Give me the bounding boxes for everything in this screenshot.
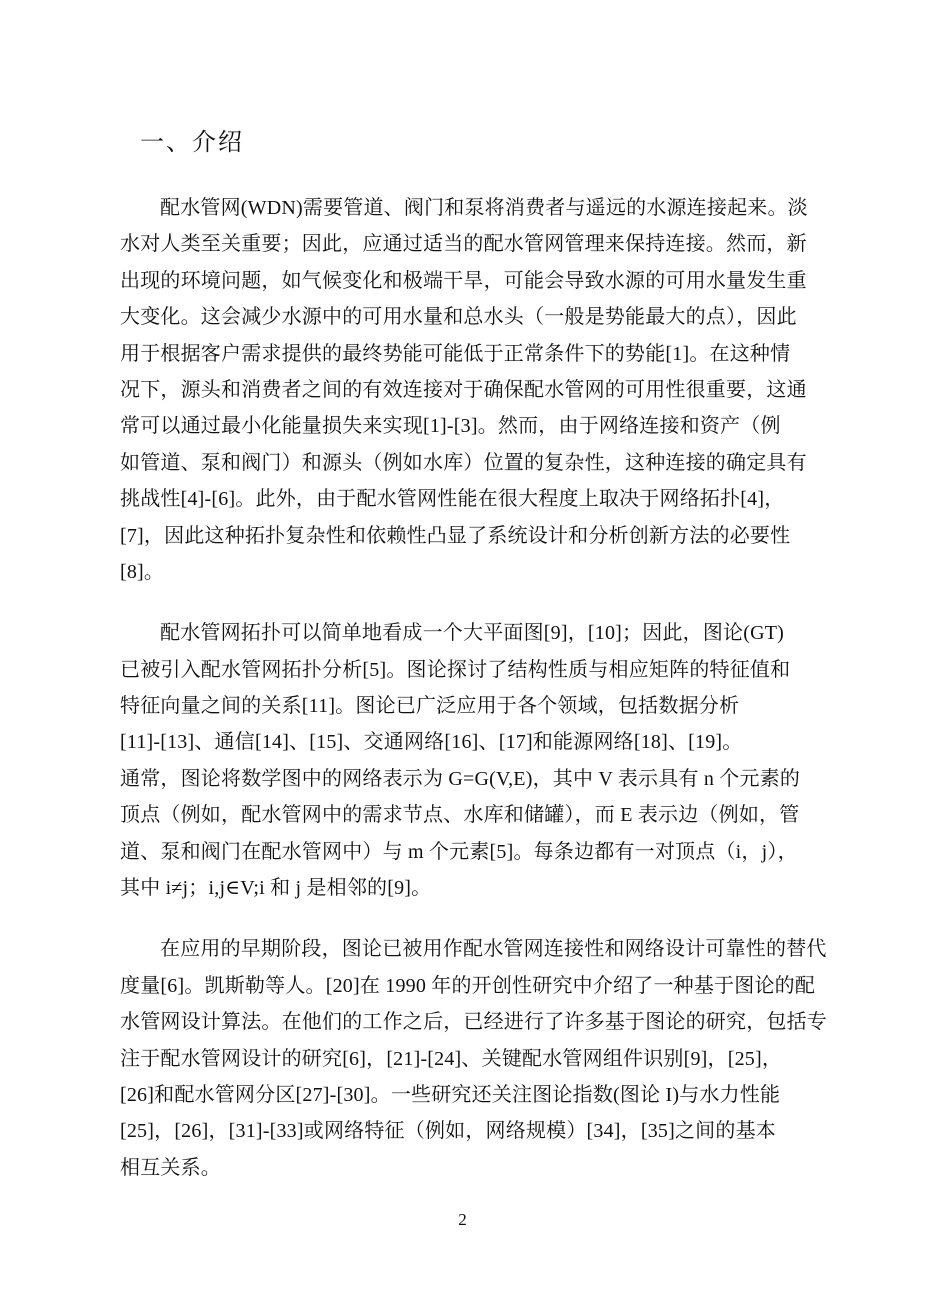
text-line: [26]和配水管网分区[27]-[30]。一些研究还关注图论指数(图论 I)与水力性能 — [120, 1083, 781, 1106]
text-line: 配水管网拓扑可以简单地看成一个大平面图[9]，[10]；因此，图论(GT) — [160, 622, 785, 645]
text-line: [8]。 — [120, 560, 165, 583]
paragraph — [120, 190, 816, 590]
paragraph — [120, 615, 816, 906]
text-line: 顶点（例如，配水管网中的需求节点、水库和储罐），而 E 表示边（例如，管 — [120, 804, 800, 827]
text-line: [7]，因此这种拓扑复杂性和依赖性凸显了系统设计和分析创新方法的必要性 — [120, 524, 791, 547]
text-line: 其中 i≠j；i,j∈V;i 和 j 是相邻的[9]。 — [120, 877, 432, 900]
text-line: 通常，图论将数学图中的网络表示为 G=G(V,E)，其中 V 表示具有 n 个元素的 — [120, 767, 801, 790]
document-body — [120, 190, 827, 1186]
text-line: 在应用的早期阶段，图论已被用作配水管网连接性和网络设计可靠性的替代 — [160, 938, 827, 961]
text-line: 水对人类至关重要；因此，应通过适当的配水管网管理来保持连接。然而，新 — [120, 233, 807, 256]
text-line: 用于根据客户需求提供的最终势能可能低于正常条件下的势能[1]。在这种情 — [120, 342, 791, 365]
text-line: 常可以通过最小化能量损失来实现[1]-[3]。然而，由于网络连接和资产（例 — [120, 415, 781, 438]
text-line: 如管道、泵和阀门）和源头（例如水库）位置的复杂性，这种连接的确定具有 — [120, 451, 807, 474]
section-heading: 一、介绍 — [140, 130, 244, 156]
text-line: 已被引入配水管网拓扑分析[5]。图论探讨了结构性质与相应矩阵的特征值和 — [120, 658, 791, 681]
text-line: 特征向量之间的关系[11]。图论已广泛应用于各个领域，包括数据分析 — [120, 695, 740, 718]
text-line: 相互关系。 — [120, 1156, 221, 1179]
text-line: 度量[6]。凯斯勒等人。[20]在 1990 年的开创性研究中介绍了一种基于图论的配 — [120, 974, 816, 997]
paragraph — [120, 931, 827, 1186]
text-line: [25]，[26]，[31]-[33]或网络特征（例如，网络规模）[34]，[35]之间的基本 — [120, 1120, 776, 1143]
text-line: 出现的环境问题，如气候变化和极端干旱，可能会导致水源的可用水量发生重 — [120, 269, 807, 292]
text-line: [11]-[13]、通信[14]、[15]、交通网络[16]、[17]和能源网络[18]、[19]。 — [120, 731, 743, 754]
text-line: 大变化。这会减少水源中的可用水量和总水头（一般是势能最大的点），因此 — [120, 306, 797, 329]
page-number: 2 — [458, 1210, 467, 1229]
text-line: 水管网设计算法。在他们的工作之后，已经进行了许多基于图论的研究，包括专 — [120, 1011, 827, 1034]
text-line: 配水管网(WDN)需要管道、阀门和泵将消费者与遥远的水源连接起来。淡 — [160, 197, 808, 219]
text-line: 道、泵和阀门在配水管网中）与 m 个元素[5]。每条边都有一对顶点（i，j）， — [120, 840, 798, 863]
text-line: 注于配水管网设计的研究[6]，[21]-[24]、关键配水管网组件识别[9]，[25]， — [120, 1047, 783, 1070]
text-line: 挑战性[4]-[6]。此外，由于配水管网性能在很大程度上取决于网络拓扑[4]， — [120, 488, 785, 511]
text-line: 况下，源头和消费者之间的有效连接对于确保配水管网的可用性很重要，这通 — [120, 378, 807, 401]
